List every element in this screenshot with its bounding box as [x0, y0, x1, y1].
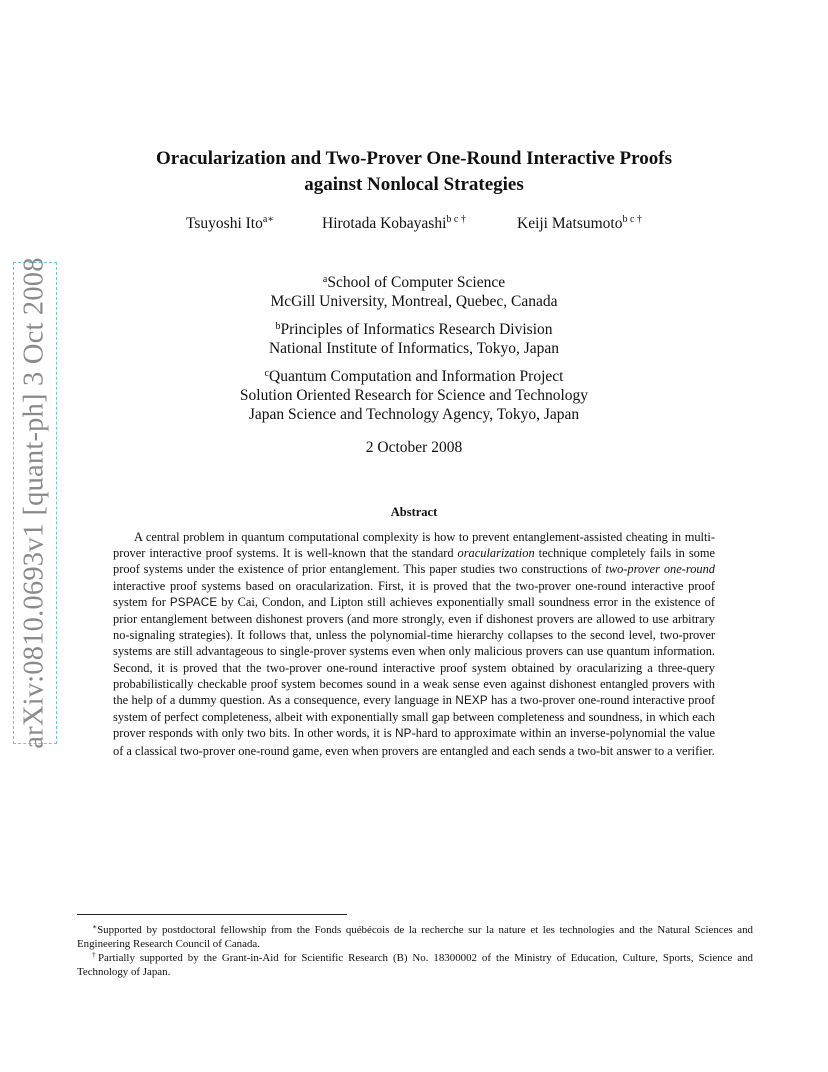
footnote-mark: † — [92, 950, 98, 959]
abstract-heading: Abstract — [390, 505, 438, 519]
affiliation-text: School of Computer Science — [327, 274, 506, 291]
affiliation-line: Japan Science and Technology Agency, Tokyo, Japan — [248, 406, 580, 423]
footnote-text: Partially supported by the Grant-in-Aid for Scientific Research (B) No. 18300002 of the Ministry of Education, Culture, Sports, Science and Technology of Japan. — [77, 952, 754, 978]
abstract-segment: by Cai, Condon, and Lipton still achieves exponentially small soundness error in the existence of prior entanglement between dishonest provers (and more strongly, even if dishonest provers are allowed to use arbitrary no-signaling strategies). It follows that, unless the polynomial-time hierarchy collapses to the second level, two-prover systems are still advantageous to single-prover systems even when only malicious provers can use quantum information. Second, it is proved that the two-prover one-round interactive proof system obtained by oracularizing a three-query probabilistically checkable proof system becomes sound in a weak sense even against dishonest entangled provers with the help of a dummy question. As a consequence, every language in — [113, 594, 715, 708]
abstract-segment: A central problem in quantum computational complexity is how to prevent entanglement-assisted cheating in multi-prover interactive proof systems. It is well-known that the standard — [113, 530, 715, 561]
author-name: Keiji Matsumoto — [517, 215, 623, 232]
title-line-2: against Nonlocal Strategies — [304, 174, 524, 195]
affiliation-text: Quantum Computation and Information Project — [269, 368, 564, 385]
author-name: Tsuyoshi Ito — [186, 215, 263, 232]
complexity-class: NP — [395, 727, 412, 741]
affiliation-line: National Institute of Informatics, Tokyo, Japan — [268, 340, 560, 357]
author-list — [0, 214, 828, 238]
affiliation-a — [90, 270, 738, 311]
complexity-class: NEXP — [455, 694, 488, 708]
author-3 — [517, 214, 642, 233]
paper-date: 2 October 2008 — [365, 439, 463, 456]
affiliation-mark: b — [275, 321, 281, 332]
author-marks: b c † — [622, 214, 642, 225]
arxiv-stamp — [13, 257, 57, 749]
abstract-segment: technique completely fails in some proof systems under the existence of prior entanglement. This paper studies two constructions of — [113, 546, 715, 577]
abstract-segment: has a two-prover one-round interactive proof system of perfect completeness, albeit with exponentially small gap between completeness and soundness, in which each prover responds with only two bits. In other words, it is — [113, 693, 715, 741]
affiliation-line — [90, 270, 738, 292]
author-1 — [186, 214, 274, 233]
affiliation-line — [90, 317, 738, 339]
abstract-segment: -hard to approximate within an inverse-polynomial the value of a classical two-prover one-round game, even when provers are entangled and each sends a two-bit answer to a verifier. — [113, 726, 715, 758]
title-line-1: Oracularization and Two-Prover One-Round Interactive Proofs — [156, 148, 672, 169]
footnote-mark: ∗ — [92, 922, 98, 931]
affiliation-text: Principles of Informatics Research Division — [280, 321, 553, 338]
paper-title — [90, 146, 738, 198]
affiliation-mark: a — [322, 274, 328, 285]
affiliation-line: McGill University, Montreal, Quebec, Canada — [270, 293, 558, 310]
footnote-1 — [77, 920, 753, 951]
author-marks: a∗ — [262, 214, 275, 225]
footnote-text: Supported by postdoctoral fellowship from the Fonds québécois de la recherche sur la nature et les technologies and the Natural Sciences and Engineering Research Council of Canada. — [77, 924, 753, 950]
footnote-2 — [77, 948, 753, 979]
arxiv-stamp-text: arXiv:0810.0693v1 [quant-ph] 3 Oct 2008 — [19, 257, 50, 749]
affiliation-line — [90, 364, 738, 386]
abstract-body — [113, 529, 715, 759]
affiliation-b — [90, 317, 738, 358]
author-name: Hirotada Kobayashi — [322, 215, 447, 232]
author-marks: b c † — [446, 214, 466, 225]
affiliation-mark: c — [264, 368, 269, 379]
affiliation-c — [90, 364, 738, 424]
abstract-segment-emphasis: two-prover one-round — [605, 562, 716, 577]
author-2 — [322, 214, 466, 233]
footnote-divider — [77, 914, 347, 915]
abstract-segment: interactive proof systems based on oracularization. First, it is proved that the two-prover one-round interactive proof system for — [113, 578, 715, 609]
abstract-segment-emphasis: oracularization — [457, 546, 535, 561]
affiliation-line: Solution Oriented Research for Science and Technology — [239, 387, 589, 404]
complexity-class: PSPACE — [169, 595, 218, 609]
